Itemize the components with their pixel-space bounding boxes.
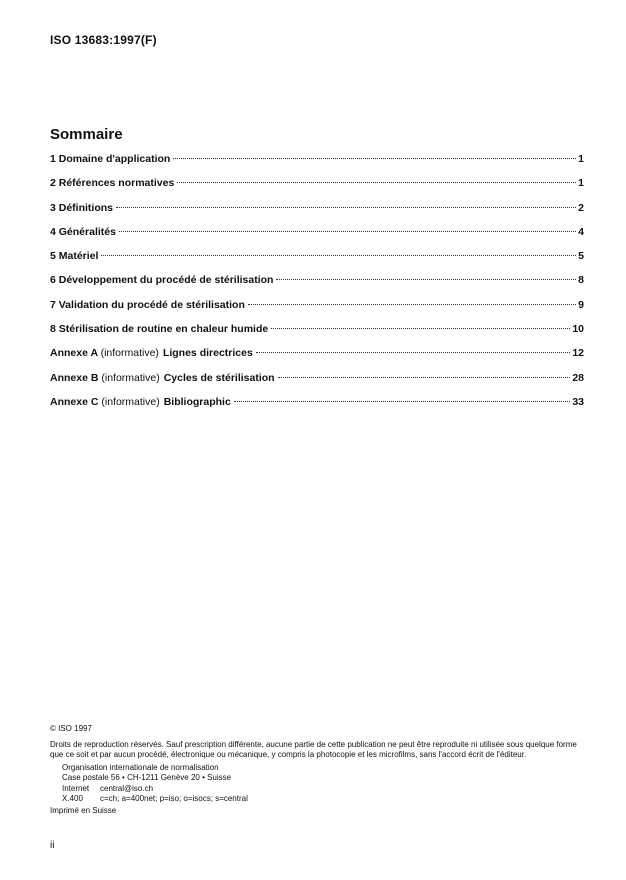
- annex-type: (informative): [100, 347, 159, 360]
- toc-entry-page: 8: [578, 274, 584, 287]
- publisher-address: [50, 763, 590, 805]
- internet-label: Internet: [62, 783, 90, 793]
- x400-value: c=ch; a=400net; p=iso; o=isocs; s=central: [100, 794, 248, 803]
- internet-value[interactable]: central@iso.ch: [100, 783, 154, 793]
- printed-in: Imprimé en Suisse: [50, 805, 117, 815]
- toc-title: Sommaire: [50, 126, 123, 143]
- toc-entry[interactable]: [50, 274, 584, 298]
- annex-title: Cycles de stérilisation: [163, 371, 275, 384]
- x400-label: X.400: [62, 794, 83, 803]
- toc-leader: [256, 352, 571, 353]
- annex-type: (informative): [101, 371, 160, 384]
- toc-entry[interactable]: [50, 226, 584, 250]
- toc-entry-label: 3 Définitions: [50, 201, 114, 214]
- toc-entry-page: 4: [578, 225, 584, 238]
- toc-entry-label: 5 Matériel: [50, 250, 99, 263]
- toc-entry-page: 2: [578, 201, 584, 214]
- toc-annex-label: [50, 396, 231, 408]
- toc-annex-label: [50, 347, 253, 359]
- toc-entry-page: 10: [572, 323, 584, 336]
- toc-entry-label: 4 Généralités: [50, 225, 116, 238]
- toc-annex-entry[interactable]: [50, 372, 584, 396]
- toc-entry[interactable]: [50, 250, 584, 274]
- toc-entry-page: 1: [578, 177, 584, 190]
- toc-leader: [278, 377, 571, 378]
- toc-entry[interactable]: [50, 299, 584, 323]
- toc-entry-label: 7 Validation du procédé de stérilisation: [50, 298, 245, 311]
- toc-leader: [271, 328, 570, 329]
- toc-annex-entry[interactable]: [50, 347, 584, 371]
- toc-entry-page: 33: [572, 395, 584, 408]
- toc-entry-page: 5: [578, 250, 584, 263]
- toc-leader: [177, 182, 576, 183]
- annex-title: Lignes directrices: [162, 347, 253, 360]
- toc-leader: [276, 279, 576, 280]
- toc-annex-entry[interactable]: [50, 396, 584, 420]
- rights-statement: Droits de reproduction réservés. Sauf prescription différente, aucune partie de cette publication ne peut être reproduite ni utilisée sous quelque forme que ce soit et par aucun procédé, électronique ou mécanique, y compris la photocopie et les microfilms, sans l'accord écrit de l'éditeur.: [50, 739, 577, 759]
- toc-entry-label: 1 Domaine d'application: [50, 153, 171, 165]
- toc-entry-label: 6 Développement du procédé de stérilisation: [50, 274, 274, 287]
- toc-entry[interactable]: [50, 153, 584, 177]
- postal-address: Case postale 56 • CH-1211 Genève 20 • Suisse: [62, 773, 232, 782]
- toc-entry[interactable]: [50, 202, 584, 226]
- table-of-contents: [50, 153, 584, 420]
- toc-annex-label: [50, 372, 275, 384]
- toc-leader: [119, 231, 576, 232]
- toc-entry[interactable]: [50, 323, 584, 347]
- copyright-notice: © ISO 1997: [50, 724, 92, 733]
- x400-line: [62, 794, 590, 805]
- document-id: ISO 13683:1997(F): [50, 33, 157, 47]
- toc-entry-label: 8 Stérilisation de routine en chaleur humide: [50, 323, 269, 336]
- toc-leader: [248, 304, 576, 305]
- annex-type: (informative): [101, 395, 160, 408]
- toc-leader: [116, 207, 576, 208]
- copyright-footer: [50, 724, 590, 816]
- toc-entry[interactable]: [50, 177, 584, 201]
- toc-leader: [173, 158, 576, 159]
- annex-name: Annexe A: [50, 347, 98, 360]
- toc-entry-page: 1: [578, 153, 584, 165]
- annex-title: Bibliographic: [163, 395, 231, 408]
- toc-entry-page: 12: [572, 347, 584, 360]
- toc-leader: [101, 255, 576, 256]
- toc-entry-page: 9: [578, 298, 584, 311]
- toc-entry-label: 2 Références normatives: [50, 177, 175, 190]
- toc-leader: [234, 401, 571, 402]
- org-name: Organisation internationale de normalisation: [62, 762, 219, 772]
- annex-name: Annexe B: [50, 371, 99, 384]
- toc-entry-page: 28: [572, 371, 584, 384]
- annex-name: Annexe C: [50, 395, 99, 408]
- internet-line: [62, 784, 590, 795]
- page-number: ii: [50, 840, 55, 851]
